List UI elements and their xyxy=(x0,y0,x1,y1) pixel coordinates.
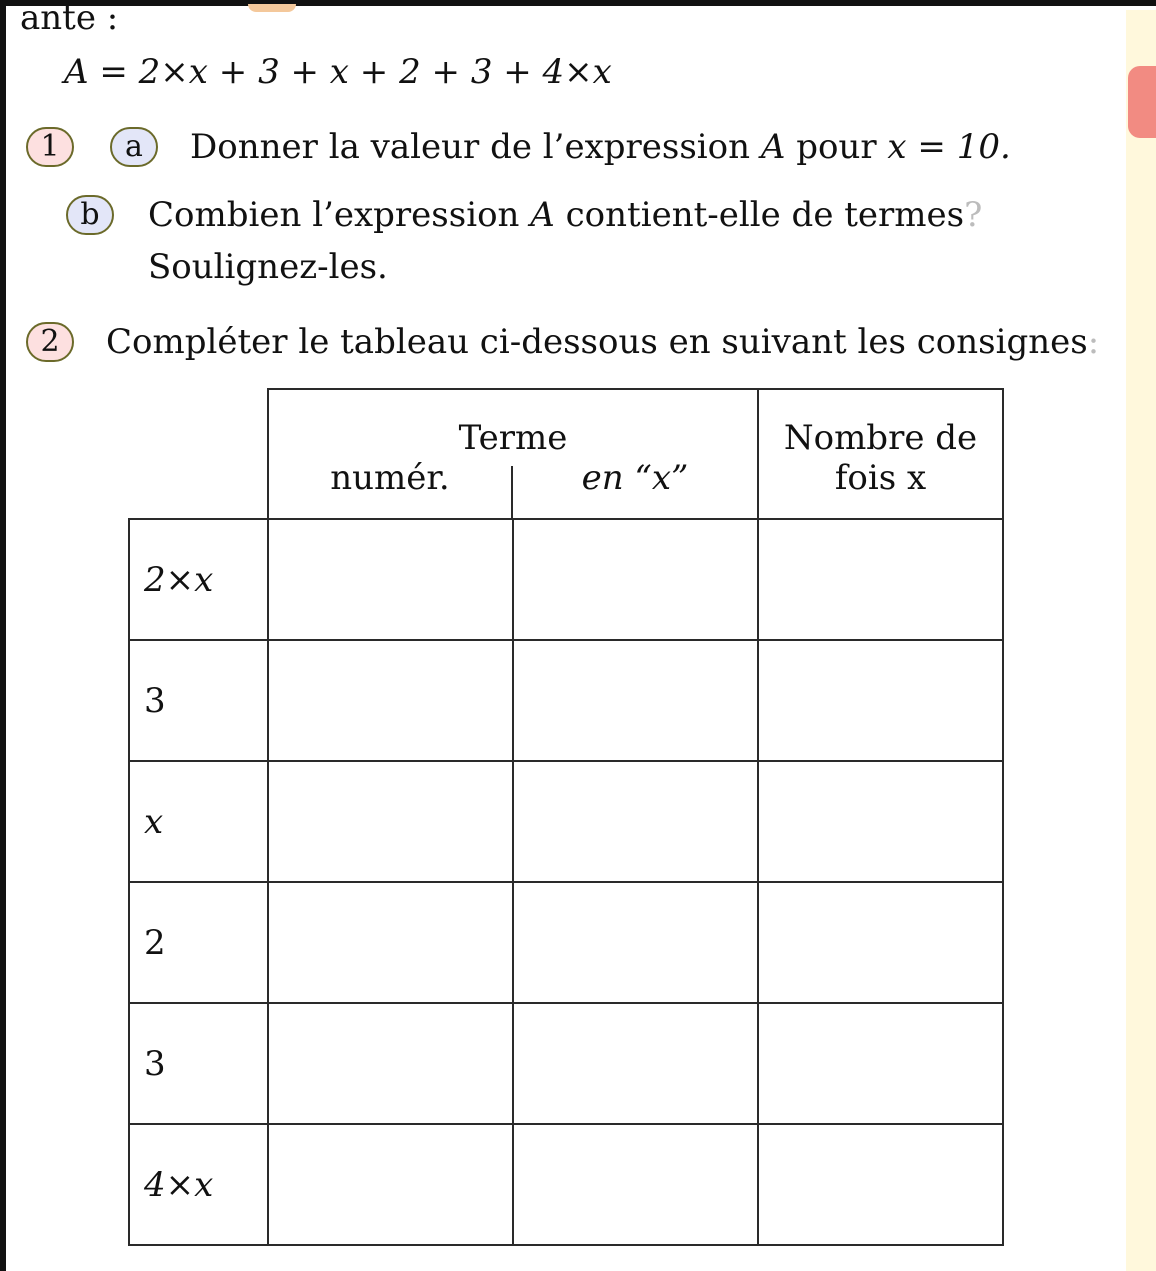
answer-cell[interactable] xyxy=(268,882,513,1003)
header-corner xyxy=(129,389,268,519)
answer-cell[interactable] xyxy=(268,519,513,640)
q1a-cond: x = 10. xyxy=(887,127,1011,167)
terms-table xyxy=(128,388,1004,1246)
expression-lhs: A xyxy=(64,52,89,92)
q1b-var: A xyxy=(530,195,555,235)
row-label: x xyxy=(129,761,268,882)
row-label: 2 xyxy=(129,882,268,1003)
table-row xyxy=(129,640,1003,761)
header-numer: numér. xyxy=(330,458,450,498)
answer-cell[interactable] xyxy=(513,640,758,761)
table-row xyxy=(129,519,1003,640)
q1a-text-before: Donner la valeur de l’expression xyxy=(190,127,761,167)
question-2-text xyxy=(106,322,1099,362)
q1a-text-mid: pour xyxy=(785,127,888,167)
header-nombre-line2: fois x xyxy=(834,458,927,498)
header-terme-cell xyxy=(268,389,758,519)
answer-cell[interactable] xyxy=(513,882,758,1003)
answer-cell[interactable] xyxy=(268,1003,513,1124)
question-1b-line2: Soulignez-les. xyxy=(148,247,388,287)
question-1b-line1 xyxy=(148,195,982,235)
answer-cell[interactable] xyxy=(513,761,758,882)
expression-rhs: = 2×x + 3 + x + 2 + 3 + 4×x xyxy=(99,52,612,92)
header-enx: en “x” xyxy=(581,458,689,498)
scroll-handle[interactable] xyxy=(1128,66,1156,138)
question-1a-badge: a xyxy=(110,127,158,167)
header-nombre-cell xyxy=(758,389,1003,519)
question-1-badge: 1 xyxy=(26,127,74,167)
answer-cell[interactable] xyxy=(268,640,513,761)
answer-cell[interactable] xyxy=(513,1003,758,1124)
expression xyxy=(64,52,612,92)
answer-cell[interactable] xyxy=(268,1124,513,1245)
answer-cell[interactable] xyxy=(758,1124,1003,1245)
q2-text: Compléter le tableau ci-dessous en suivant les consignes xyxy=(106,322,1088,362)
answer-cell[interactable] xyxy=(758,882,1003,1003)
row-label: 4×x xyxy=(129,1124,268,1245)
q1a-var: A xyxy=(760,127,786,167)
table-row xyxy=(129,882,1003,1003)
q2-text-end: : xyxy=(1087,322,1100,362)
header-terme: Terme xyxy=(458,418,568,458)
table-row xyxy=(129,1124,1003,1245)
q1b-line1-before: Combien l’expression xyxy=(148,195,531,235)
answer-cell[interactable] xyxy=(513,519,758,640)
question-1a-text xyxy=(190,127,1011,167)
top-text: ante : xyxy=(20,0,119,38)
answer-cell[interactable] xyxy=(758,1003,1003,1124)
table-row xyxy=(129,1003,1003,1124)
margin-strip xyxy=(1126,10,1156,1271)
question-1b-badge: b xyxy=(66,195,114,235)
row-label: 3 xyxy=(129,640,268,761)
answer-cell[interactable] xyxy=(758,761,1003,882)
table-header-row xyxy=(129,389,1003,519)
row-label: 2×x xyxy=(129,519,268,640)
answer-cell[interactable] xyxy=(268,761,513,882)
left-border xyxy=(0,0,6,1271)
table-row xyxy=(129,761,1003,882)
question-2-badge: 2 xyxy=(26,322,74,362)
q1b-line1-end: ? xyxy=(964,195,983,235)
top-border xyxy=(0,0,1156,6)
top-tab-marker xyxy=(248,4,296,12)
row-label: 3 xyxy=(129,1003,268,1124)
header-nombre-line1: Nombre de xyxy=(783,418,978,458)
answer-cell[interactable] xyxy=(758,519,1003,640)
answer-cell[interactable] xyxy=(758,640,1003,761)
q1b-line1-after: contient-elle de termes xyxy=(554,195,965,235)
answer-cell[interactable] xyxy=(513,1124,758,1245)
